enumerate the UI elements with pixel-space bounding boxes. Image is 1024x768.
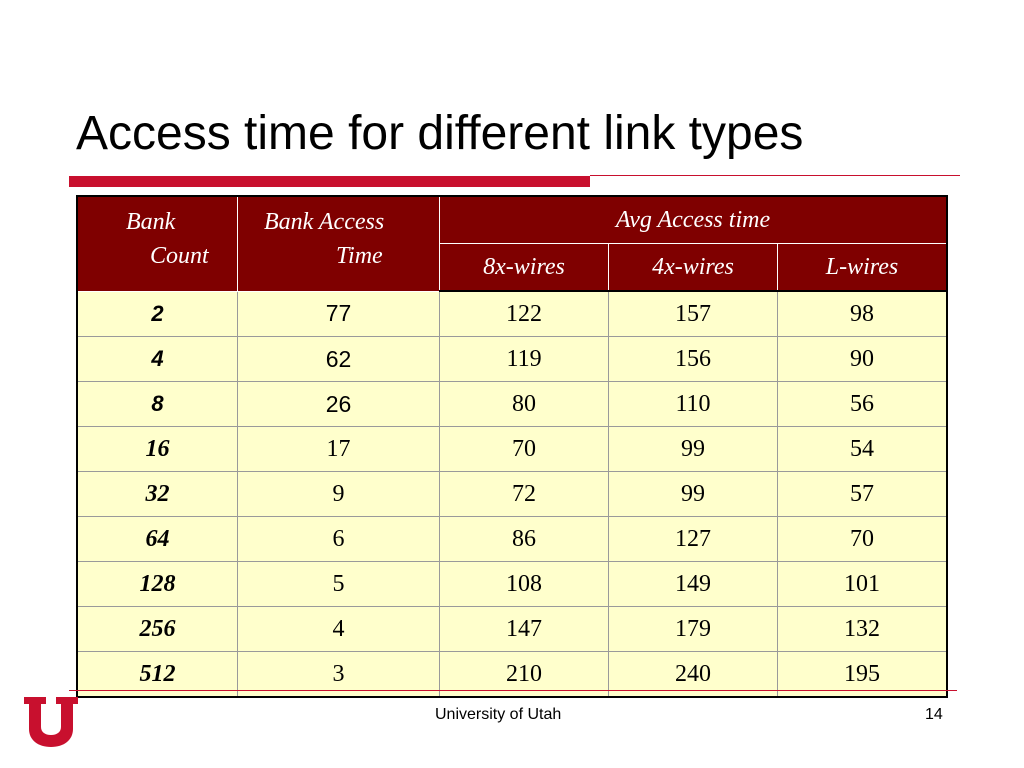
- cell-bank-count: 4: [77, 337, 238, 382]
- cell-4x-wires: 99: [609, 427, 778, 472]
- header-bank-access-time: [238, 196, 440, 291]
- cell-bank-count: 256: [77, 607, 238, 652]
- header-bank-count-line1: Bank: [126, 209, 176, 235]
- cell-bank-access-time: 6: [238, 517, 440, 562]
- cell-bank-count: 16: [77, 427, 238, 472]
- cell-8x-wires: 122: [440, 291, 609, 337]
- cell-4x-wires: 156: [609, 337, 778, 382]
- cell-l-wires: 56: [777, 382, 947, 427]
- header-l-wires: L-wires: [777, 244, 947, 292]
- cell-4x-wires: 157: [609, 291, 778, 337]
- cell-8x-wires: 70: [440, 427, 609, 472]
- table-row: [77, 607, 947, 652]
- university-of-utah-block-u-logo-icon: [24, 697, 78, 747]
- footer-university-name: University of Utah: [435, 706, 562, 723]
- table-row: [77, 291, 947, 337]
- cell-bank-access-time: 77: [238, 291, 440, 337]
- header-avg-access-time: Avg Access time: [440, 196, 947, 244]
- cell-8x-wires: 119: [440, 337, 609, 382]
- table-row: [77, 517, 947, 562]
- cell-l-wires: 90: [777, 337, 947, 382]
- cell-8x-wires: 72: [440, 472, 609, 517]
- cell-bank-access-time: 4: [238, 607, 440, 652]
- cell-8x-wires: 147: [440, 607, 609, 652]
- cell-8x-wires: 86: [440, 517, 609, 562]
- cell-bank-access-time: 17: [238, 427, 440, 472]
- cell-bank-count: 512: [77, 652, 238, 698]
- title-underline-thick: [69, 176, 590, 187]
- table-header-row: [77, 196, 947, 244]
- cell-4x-wires: 99: [609, 472, 778, 517]
- cell-bank-count: 32: [77, 472, 238, 517]
- cell-4x-wires: 149: [609, 562, 778, 607]
- cell-l-wires: 70: [777, 517, 947, 562]
- cell-bank-count: 64: [77, 517, 238, 562]
- table-row: [77, 562, 947, 607]
- cell-8x-wires: 80: [440, 382, 609, 427]
- cell-bank-count: 2: [77, 291, 238, 337]
- cell-bank-access-time: 5: [238, 562, 440, 607]
- cell-bank-access-time: 26: [238, 382, 440, 427]
- footer-divider: [69, 690, 957, 691]
- header-bank-access-line1: Bank Access: [264, 209, 385, 235]
- header-4x-wires: 4x-wires: [609, 244, 778, 292]
- cell-l-wires: 98: [777, 291, 947, 337]
- cell-8x-wires: 210: [440, 652, 609, 698]
- slide-page-number: 14: [925, 706, 943, 723]
- access-time-table: [76, 195, 948, 698]
- cell-4x-wires: 240: [609, 652, 778, 698]
- header-bank-count: [77, 196, 238, 291]
- cell-l-wires: 101: [777, 562, 947, 607]
- cell-l-wires: 132: [777, 607, 947, 652]
- table-row: [77, 337, 947, 382]
- cell-8x-wires: 108: [440, 562, 609, 607]
- cell-4x-wires: 127: [609, 517, 778, 562]
- title-underline-thin: [590, 175, 960, 176]
- cell-4x-wires: 179: [609, 607, 778, 652]
- table-row: [77, 472, 947, 517]
- header-8x-wires: 8x-wires: [440, 244, 609, 292]
- header-bank-access-line2: Time: [336, 243, 383, 269]
- cell-4x-wires: 110: [609, 382, 778, 427]
- cell-bank-access-time: 3: [238, 652, 440, 698]
- cell-bank-access-time: 9: [238, 472, 440, 517]
- cell-l-wires: 195: [777, 652, 947, 698]
- cell-l-wires: 54: [777, 427, 947, 472]
- cell-bank-count: 8: [77, 382, 238, 427]
- header-bank-count-line2: Count: [150, 243, 209, 269]
- cell-l-wires: 57: [777, 472, 947, 517]
- cell-bank-access-time: 62: [238, 337, 440, 382]
- slide-title: Access time for different link types: [76, 107, 804, 160]
- cell-bank-count: 128: [77, 562, 238, 607]
- table-row: [77, 427, 947, 472]
- table-row: [77, 382, 947, 427]
